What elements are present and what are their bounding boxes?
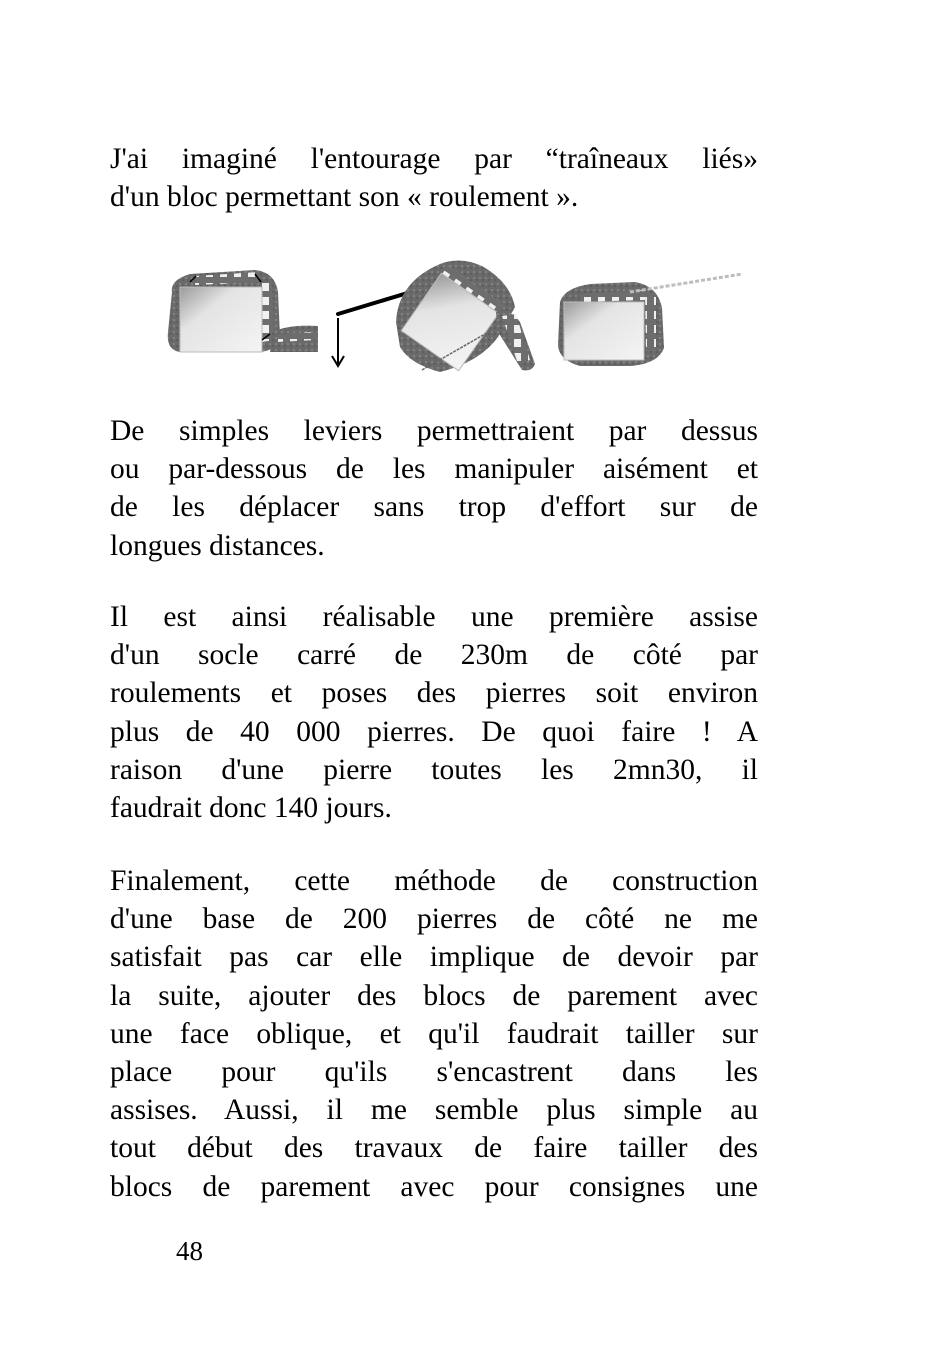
- paragraph-first-course: [110, 598, 758, 827]
- text-line: assises. Aussi, il me semble plus simple au: [110, 1094, 758, 1127]
- paragraph-conclusion: [110, 862, 758, 1206]
- text-line: satisfait pas car elle implique de devoir par: [110, 941, 758, 974]
- figure-panel-block-at-rest: [168, 270, 318, 352]
- text-line: raison d'une pierre toutes les 2mn30, il: [110, 753, 758, 786]
- text-line: d'un bloc permettant son « roulement ».: [110, 181, 579, 214]
- text-line: roulements et poses des pierres soit environ: [110, 677, 758, 710]
- text-line: d'une base de 200 pierres de côté ne me: [110, 903, 758, 936]
- figure-panel-block-tilted: [396, 260, 535, 372]
- text-line: la suite, ajouter des blocs de parement avec: [110, 979, 758, 1012]
- rolling-block-illustration: [160, 252, 760, 377]
- text-line: faudrait donc 140 jours.: [110, 792, 392, 825]
- text-line: d'un socle carré de 230m de côté par: [110, 639, 758, 672]
- text-line: plus de 40 000 pierres. De quoi faire ! A: [110, 715, 758, 748]
- page-number: 48: [176, 1236, 203, 1266]
- text-line: blocs de parement avec pour consignes une: [110, 1170, 758, 1203]
- text-line: ou par-dessous de les manipuler aisément et: [110, 453, 758, 486]
- paragraph-sledges-intro: [110, 140, 758, 216]
- text-line: J'ai imaginé l'entourage par “traîneaux liés»: [110, 143, 758, 175]
- text-line: Finalement, cette méthode de construction: [110, 865, 758, 897]
- figure-panel-block-pulled: [558, 274, 742, 366]
- paragraph-levers: [110, 412, 758, 565]
- text-line: une face oblique, et qu'il faudrait tailler sur: [110, 1017, 758, 1050]
- text-line: place pour qu'ils s'encastrent dans les: [110, 1056, 758, 1089]
- text-line: de les déplacer sans trop d'effort sur de: [110, 491, 758, 524]
- text-line: tout début des travaux de faire tailler des: [110, 1132, 758, 1165]
- text-line: Il est ainsi réalisable une première assise: [110, 601, 758, 633]
- text-line: longues distances.: [110, 529, 325, 562]
- text-line: De simples leviers permettraient par dessus: [110, 415, 758, 447]
